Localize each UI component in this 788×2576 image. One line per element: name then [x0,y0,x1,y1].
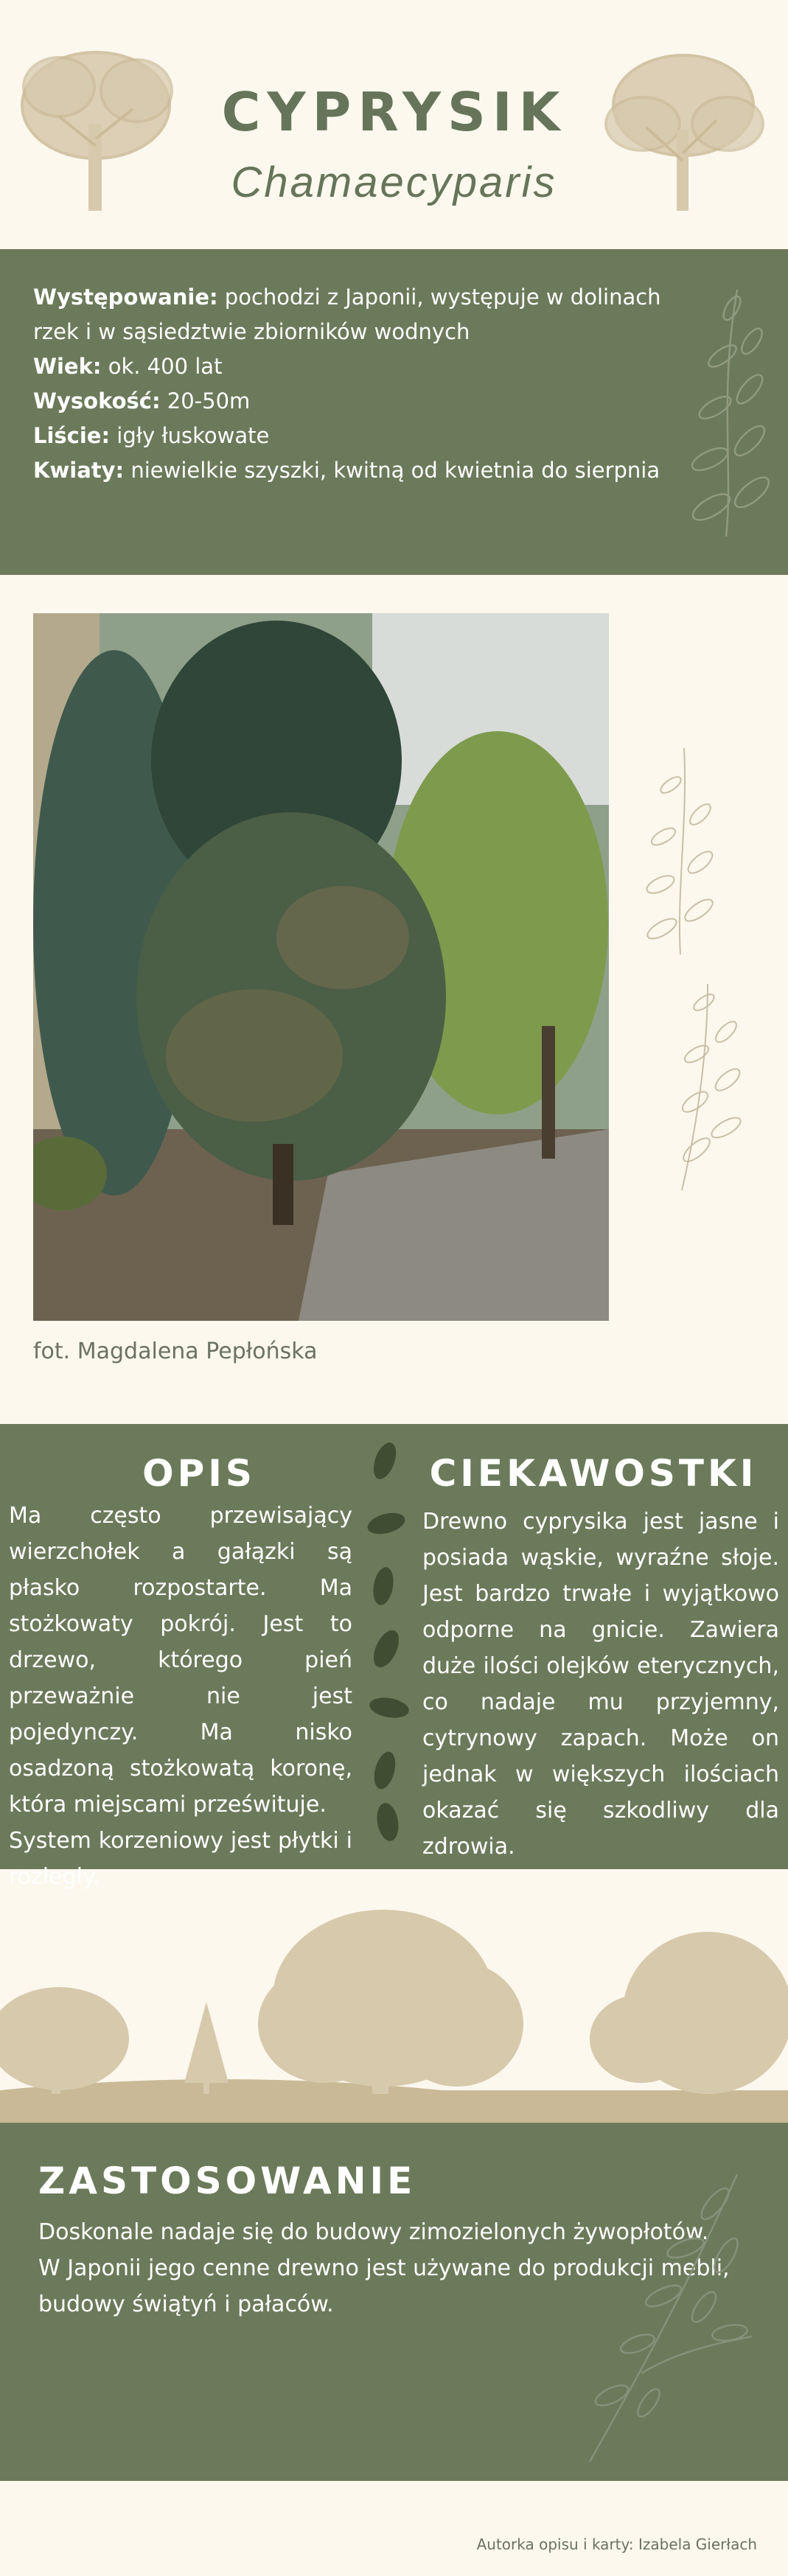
page-subtitle: Chamaecyparis [231,158,557,206]
info-box [0,249,788,575]
opis-text: Ma często przewisający wierzchołek a gałązki są płasko rozpostarte. Ma stożkowaty pokrój. Jest to drzewo, którego pień przeważnie nie jest pojedynczy. Ma nisko osadzoną stożkowatą koronę, która miejscami prześwituje. [9,1503,352,1818]
photo-caption: fot. Magdalena Pepłońska [33,1338,318,1364]
info-line-age [33,349,697,384]
leaves-text: igły łuskowate [110,423,270,448]
leaf-divider-icon [361,1439,413,1851]
usage-line-3: budowy świątyń i pałaców. [38,2291,334,2317]
olive-branch-icon [568,2160,767,2469]
info-line-origin-cont [33,315,697,349]
info-line-height [33,384,697,419]
info-line-flowers [33,453,697,488]
leaf-branch-icon [682,286,778,540]
usage-section [0,2123,788,2481]
branch-sketch-icon-bottom [667,980,748,1194]
opis-title: OPIS [142,1452,256,1495]
origin-text: pochodzi z Japonii, występuje w dolinach [217,285,661,310]
height-label: Wysokość: [33,388,161,413]
origin-label: Występowanie: [33,285,218,310]
cypress-photo-image [33,613,609,1321]
info-line-origin [33,280,697,315]
ciekawostki-title: CIEKAWOSTKI [429,1452,758,1495]
usage-line-1: Doskonale nadaje się do budowy zimozielonych żywopłotów. [38,2219,709,2245]
leaves-label: Liście: [33,423,111,448]
flowers-text: niewielkie szyszki, kwitną od kwietnia do sierpnia [124,458,660,483]
branch-sketch-icon-top [640,744,721,958]
info-list [33,280,697,488]
author-credit: Autorka opisu i karty: Izabela Gierłach [476,2535,757,2553]
usage-title: ZASTOSOWANIE [38,2160,416,2202]
usage-line-2: W Japonii jego cenne drewno jest używane do produkcji mebli, [38,2255,730,2281]
opis-text-roots: System korzeniowy jest płytki i rozległy. [9,1828,352,1890]
flowers-label: Kwiaty: [33,458,125,483]
header [0,0,788,249]
page-title: CYPRYSIK [221,81,567,143]
ciekawostki-text: Drewno cyprysika jest jasne i posiada wąskie, wyraźne słoje. Jest bardzo trwałe i wyjątkowo odporne na gnicie. Zawiera duże ilości olejków eterycznych, co nadaje mu przyjemny, cytrynowy zapach. Może on jednak w większych ilościach okazać się szkodliwy dla zdrowia. [422,1509,779,1860]
age-text: ok. 400 lat [101,354,223,379]
age-label: Wiek: [33,354,102,379]
tree-photo [33,613,609,1321]
treeline-illustration [0,1869,788,2123]
height-text: 20-50m [160,388,251,413]
facts-section [0,1424,788,1890]
opis-body [9,1498,352,1895]
info-line-leaves [33,419,697,453]
origin-text-continued: rzek i w sąsiedztwie zbiorników wodnych [33,319,470,344]
